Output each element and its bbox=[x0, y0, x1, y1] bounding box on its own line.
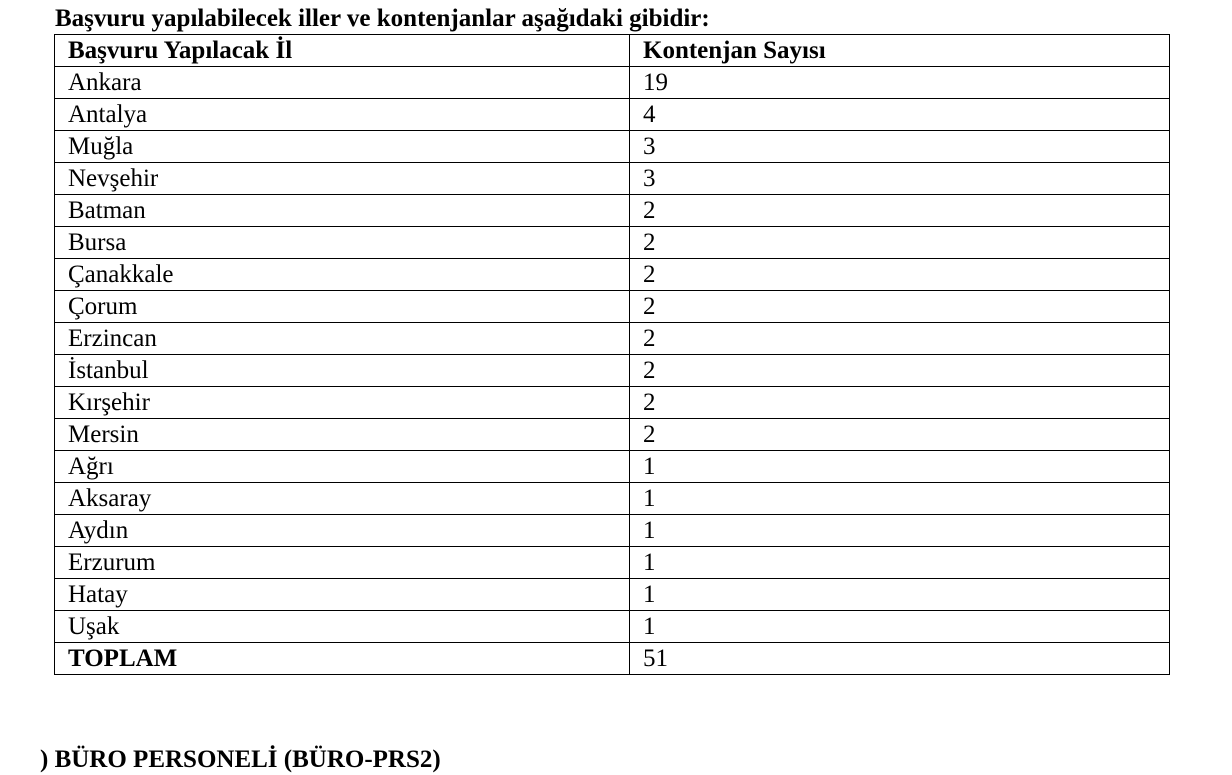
province-cell: Nevşehir bbox=[55, 163, 630, 195]
province-cell: Aksaray bbox=[55, 483, 630, 515]
quota-cell: 2 bbox=[630, 355, 1170, 387]
province-cell: Mersin bbox=[55, 419, 630, 451]
table-row bbox=[55, 259, 1170, 291]
province-cell: Uşak bbox=[55, 611, 630, 643]
table-row bbox=[55, 227, 1170, 259]
province-cell: Çorum bbox=[55, 291, 630, 323]
quota-cell: 4 bbox=[630, 99, 1170, 131]
table-row bbox=[55, 579, 1170, 611]
table-row bbox=[55, 195, 1170, 227]
quota-table bbox=[54, 34, 1170, 675]
quota-cell: 2 bbox=[630, 323, 1170, 355]
header-province: Başvuru Yapılacak İl bbox=[55, 35, 630, 67]
table-row bbox=[55, 67, 1170, 99]
quota-cell: 1 bbox=[630, 451, 1170, 483]
province-cell: Ankara bbox=[55, 67, 630, 99]
table-row bbox=[55, 131, 1170, 163]
quota-cell: 2 bbox=[630, 227, 1170, 259]
table-header-row bbox=[55, 35, 1170, 67]
province-cell: İstanbul bbox=[55, 355, 630, 387]
province-cell: Bursa bbox=[55, 227, 630, 259]
quota-cell: 2 bbox=[630, 195, 1170, 227]
province-cell: Batman bbox=[55, 195, 630, 227]
province-cell: Erzurum bbox=[55, 547, 630, 579]
quota-cell: 2 bbox=[630, 291, 1170, 323]
quota-cell: 2 bbox=[630, 419, 1170, 451]
province-cell: Çanakkale bbox=[55, 259, 630, 291]
province-cell: Muğla bbox=[55, 131, 630, 163]
quota-cell: 1 bbox=[630, 611, 1170, 643]
table-row bbox=[55, 611, 1170, 643]
quota-cell: 19 bbox=[630, 67, 1170, 99]
quota-cell: 1 bbox=[630, 483, 1170, 515]
quota-cell: 3 bbox=[630, 163, 1170, 195]
table-row bbox=[55, 387, 1170, 419]
province-cell: Aydın bbox=[55, 515, 630, 547]
province-cell: Ağrı bbox=[55, 451, 630, 483]
table-row bbox=[55, 451, 1170, 483]
table-row bbox=[55, 419, 1170, 451]
table-row bbox=[55, 355, 1170, 387]
total-value: 51 bbox=[630, 643, 1170, 675]
quota-cell: 1 bbox=[630, 515, 1170, 547]
page-heading: Başvuru yapılabilecek iller ve kontenjanlar aşağıdaki gibidir: bbox=[55, 5, 710, 32]
total-label: TOPLAM bbox=[55, 643, 630, 675]
table-row bbox=[55, 323, 1170, 355]
quota-cell: 3 bbox=[630, 131, 1170, 163]
quota-cell: 2 bbox=[630, 259, 1170, 291]
header-quota: Kontenjan Sayısı bbox=[630, 35, 1170, 67]
table-row bbox=[55, 483, 1170, 515]
table-row bbox=[55, 291, 1170, 323]
quota-cell: 2 bbox=[630, 387, 1170, 419]
table-row bbox=[55, 99, 1170, 131]
table-row bbox=[55, 547, 1170, 579]
quota-cell: 1 bbox=[630, 579, 1170, 611]
total-row bbox=[55, 643, 1170, 675]
table-row bbox=[55, 163, 1170, 195]
province-cell: Erzincan bbox=[55, 323, 630, 355]
table-row bbox=[55, 515, 1170, 547]
province-cell: Antalya bbox=[55, 99, 630, 131]
province-cell: Hatay bbox=[55, 579, 630, 611]
province-cell: Kırşehir bbox=[55, 387, 630, 419]
quota-cell: 1 bbox=[630, 547, 1170, 579]
next-section-heading: ) BÜRO PERSONELİ (BÜRO-PRS2) bbox=[40, 746, 441, 773]
